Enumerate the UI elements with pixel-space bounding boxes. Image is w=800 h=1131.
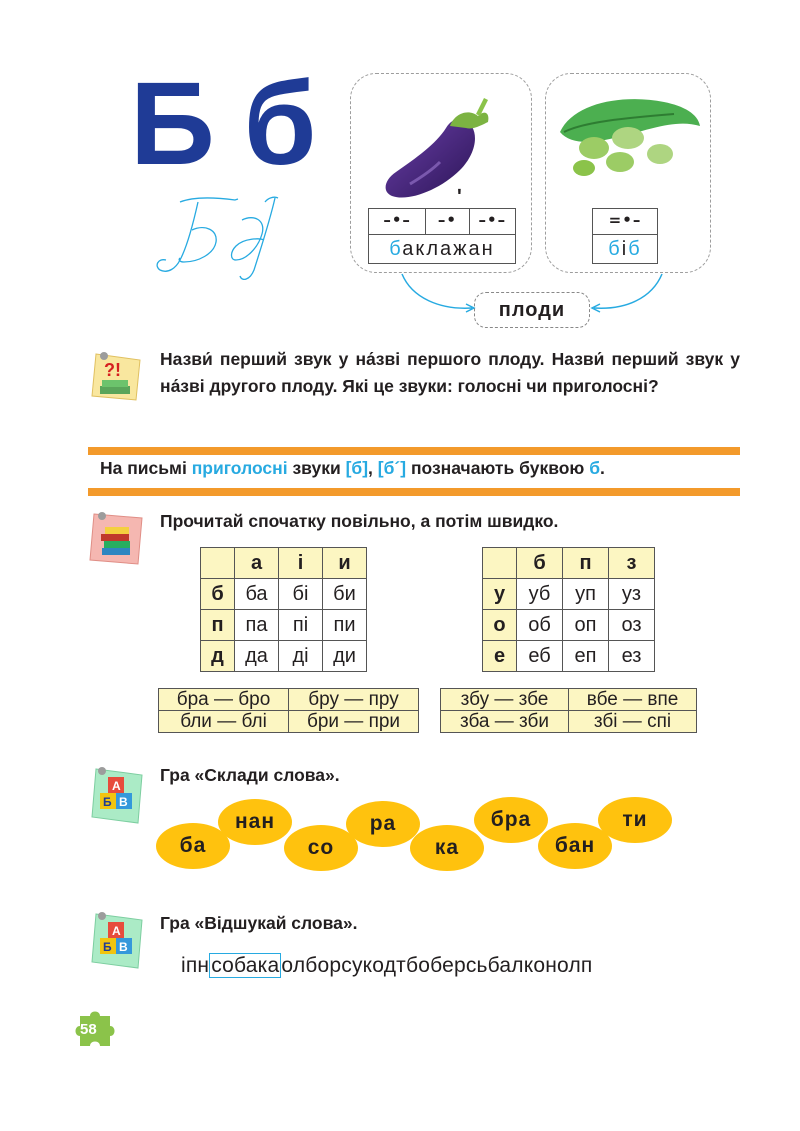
table-row	[201, 548, 367, 579]
word-first-letter: б	[389, 238, 403, 260]
bean-image	[554, 92, 704, 180]
syllable-oval[interactable]: ра	[346, 801, 420, 847]
scheme-syllable-1: –•–	[369, 209, 426, 234]
svg-text:В: В	[119, 940, 128, 954]
header-cell: п	[563, 548, 609, 579]
word-first-letter: б	[608, 238, 622, 260]
syllable-oval[interactable]: ба	[156, 823, 230, 869]
table-row	[159, 711, 419, 733]
header-cell: б	[517, 548, 563, 579]
question-icon-text: ?!	[104, 360, 121, 380]
print-letters: Б б	[130, 58, 315, 190]
table-row	[483, 641, 655, 672]
script-letters-image	[150, 190, 285, 285]
fruits-label: плоди	[474, 292, 590, 328]
table-row	[159, 689, 419, 711]
alphabet-blocks-icon	[88, 765, 148, 823]
svg-text:А: А	[112, 924, 121, 938]
syllable-oval[interactable]: со	[284, 825, 358, 871]
letter-chain-rest: олборсукодтбоберсьбалконолп	[281, 954, 593, 977]
pair-cell: бри — при	[289, 711, 419, 733]
syllable-table-right	[482, 547, 655, 672]
rule-highlight: приголосні	[191, 458, 288, 478]
question-icon	[88, 350, 148, 408]
table-row	[483, 610, 655, 641]
rule-sound-2: [б´]	[377, 458, 407, 478]
task1-text: Назви́ перший звук у на́зві першого плоду. Назви́ перший звук у на́зві другого плоду. Які це звуки: голосні чи приголосні?	[160, 349, 740, 396]
row-header-cell: д	[201, 641, 235, 672]
syllable-cell: оз	[609, 610, 655, 641]
word-rest: аклажан	[402, 238, 495, 260]
pair-cell: збі — спі	[569, 711, 697, 733]
table-row	[201, 610, 367, 641]
corner-cell	[201, 548, 235, 579]
alphabet-blocks-icon	[88, 910, 148, 968]
syllable-cell: да	[235, 641, 279, 672]
table-row	[201, 579, 367, 610]
syllable-cell: еп	[563, 641, 609, 672]
row-header-cell: о	[483, 610, 517, 641]
scheme-syllable-3: –•–	[478, 211, 507, 229]
pairs-table-right	[440, 688, 697, 733]
syllable-cell: би	[323, 579, 367, 610]
svg-text:Б: Б	[103, 940, 112, 954]
syllable-cell: уб	[517, 579, 563, 610]
rule-top-bar	[88, 447, 740, 455]
pair-cell: бру — пру	[289, 689, 419, 711]
syllable-cell: пи	[323, 610, 367, 641]
syllable-cell: пі	[279, 610, 323, 641]
table-row	[441, 711, 697, 733]
syllable-cell: па	[235, 610, 279, 641]
syllable-oval[interactable]: нан	[218, 799, 292, 845]
row-header-cell: у	[483, 579, 517, 610]
word-last-letter: б	[628, 238, 642, 260]
row-header-cell: е	[483, 641, 517, 672]
header-cell: и	[323, 548, 367, 579]
table-row	[441, 689, 697, 711]
eggplant-word	[368, 235, 516, 264]
table-row	[483, 548, 655, 579]
syllable-cell: оп	[563, 610, 609, 641]
pair-cell: збу — збе	[441, 689, 569, 711]
stress-mark: ʹ	[457, 186, 462, 208]
syllable-cell: уп	[563, 579, 609, 610]
scheme-syllable-2: –•	[426, 209, 469, 234]
svg-text:А: А	[112, 779, 121, 793]
row-header-cell: п	[201, 610, 235, 641]
syllable-cell: ди	[323, 641, 367, 672]
table-row	[483, 579, 655, 610]
svg-text:В: В	[119, 795, 128, 809]
table-row	[201, 641, 367, 672]
eggplant-sound-scheme	[368, 208, 516, 235]
rule-sound-1: [б]	[345, 458, 369, 478]
header-cell: і	[279, 548, 323, 579]
syllable-oval[interactable]: ка	[410, 825, 484, 871]
syllable-cell: ез	[609, 641, 655, 672]
rule-bottom-bar	[88, 488, 740, 496]
bean-word	[592, 235, 658, 264]
task4-title: Гра «Відшукай слова».	[160, 913, 358, 933]
bean-sound-scheme	[592, 208, 658, 235]
task2-text: Прочитай спочатку повільно, а потім швидко.	[160, 511, 559, 531]
task3-title: Гра «Склади слова».	[160, 765, 340, 785]
syllable-cell: еб	[517, 641, 563, 672]
pair-cell: вбе — впе	[569, 689, 697, 711]
syllable-oval[interactable]: бра	[474, 797, 548, 843]
pair-cell: зба — зби	[441, 711, 569, 733]
pairs-table-left	[158, 688, 419, 733]
pair-cell: бли — блі	[159, 711, 289, 733]
row-header-cell: б	[201, 579, 235, 610]
syllable-oval[interactable]: ти	[598, 797, 672, 843]
books-icon	[88, 510, 148, 568]
syllable-oval[interactable]: бан	[538, 823, 612, 869]
corner-cell	[483, 548, 517, 579]
letter-chain-start: іпн	[181, 954, 210, 977]
svg-text:Б: Б	[103, 795, 112, 809]
syllable-cell: об	[517, 610, 563, 641]
syllable-cell: ді	[279, 641, 323, 672]
page-number: 58	[80, 1021, 97, 1038]
header-cell: а	[235, 548, 279, 579]
word-middle-letter: і	[621, 238, 629, 260]
header-cell: з	[609, 548, 655, 579]
rule-text: На письмі приголосні звуки [б], [б´] позначають буквою б.	[100, 458, 605, 478]
rule-letter: б	[589, 458, 601, 478]
letter-chain	[181, 954, 593, 978]
scheme-syllable-1: =•–	[608, 211, 642, 229]
pair-cell: бра — бро	[159, 689, 289, 711]
syllable-cell: уз	[609, 579, 655, 610]
syllable-cell: ба	[235, 579, 279, 610]
found-word[interactable]: собака	[211, 954, 280, 977]
syllable-cell: бі	[279, 579, 323, 610]
syllable-table-left	[200, 547, 367, 672]
eggplant-image	[380, 92, 505, 207]
